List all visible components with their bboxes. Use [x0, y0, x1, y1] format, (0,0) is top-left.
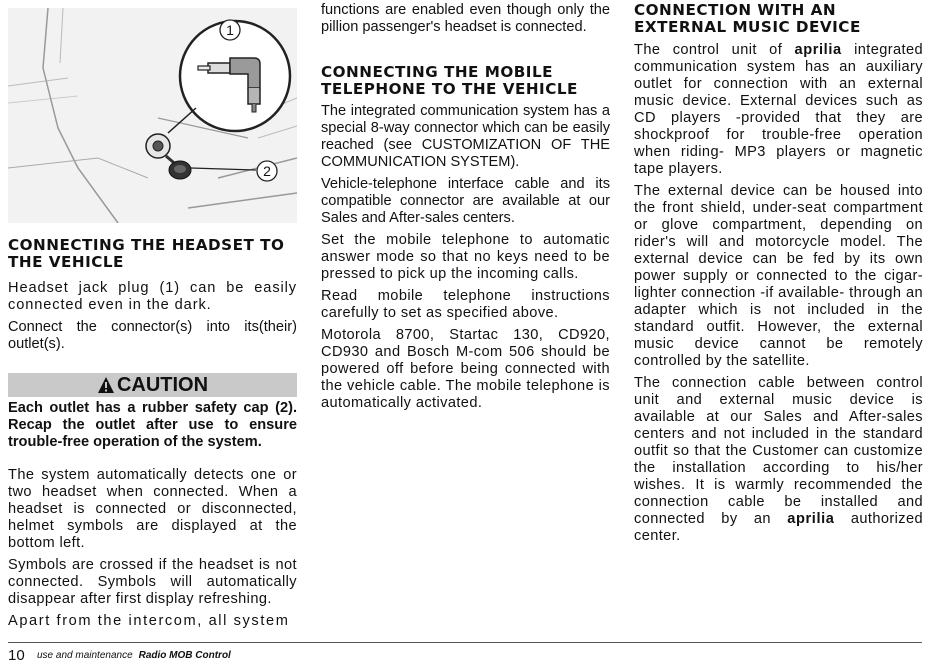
caution-text: Each outlet has a rubber safety cap (2). Recap the outlet after use to ensure trouble-free operation of the system.: [8, 400, 297, 450]
svg-text:1: 1: [226, 22, 234, 38]
music-paragraph-1: The control unit of aprilia integrated communication system has an auxiliary outlet for connection with an external music device. External devices such as CD players -provided that they are shockproof for trouble-free operation when riding- MP3 players or magnetic tape players.: [634, 42, 923, 177]
footer-divider: [8, 642, 922, 643]
mobile-paragraph-3: Set the mobile telephone to automatic answer mode so that no keys need to be pressed to pick up the incoming calls.: [321, 232, 610, 282]
headset-paragraph-1: Headset jack plug (1) can be easily connected even in the dark.: [8, 280, 297, 313]
mobile-paragraph-0: functions are enabled even though only the pillion passenger's headset is connected.: [321, 2, 610, 35]
connector-illustration: [8, 8, 297, 223]
caution-label: CAUTION: [116, 374, 209, 396]
page-number: 10: [8, 647, 25, 664]
brand-name: aprilia: [794, 42, 842, 58]
music-heading: CONNECTION WITH AN EXTERNAL MUSIC DEVICE: [634, 1, 861, 36]
caution-box: [8, 373, 297, 451]
mobile-paragraph-5: Motorola 8700, Startac 130, CD920, CD930 and Bosch M-com 506 should be powered off before being connected with the vehicle cable. The mobile telephone is automatically activated.: [321, 327, 610, 411]
headset-paragraph-5: Apart from the intercom, all system: [8, 613, 290, 629]
middle-column: [321, 2, 610, 417]
headset-paragraph-2: Connect the connector(s) into its(their) outlet(s).: [8, 319, 297, 352]
warning-icon: [97, 376, 115, 394]
caution-header: [8, 373, 297, 397]
mobile-paragraph-1: The integrated communication system has a special 8-way connector which can be easily reached (see CUSTOMIZATION OF THE COMMUNICATION SYSTEM).: [321, 103, 610, 170]
mobile-paragraph-2: Vehicle-telephone interface cable and its compatible connector are available at our Sales and After-sales centers.: [321, 176, 610, 226]
music-paragraph-3: The connection cable between control unit and external music device is available at our Sales and After-sales centers and not included in the standard outfit so that the Customer can customize the installation according to his/her wishes. It is warmly recommended the connection cable be installed and connected by an aprilia authorized center.: [634, 375, 923, 544]
left-column: [8, 237, 297, 635]
footer-label: use and maintenance Radio MOB Control: [37, 650, 231, 661]
headset-paragraph-4: Symbols are crossed if the headset is not connected. Symbols will automatically disappear after first display refreshing.: [8, 557, 297, 607]
mobile-heading: CONNECTING THE MOBILE TELEPHONE TO THE VEHICLE: [321, 63, 578, 98]
music-paragraph-2: The external device can be housed into the front shield, under-seat compartment or glove compartment, depending on rider's will and motorcycle model. The external device can be fed by its own power supply or connected to the cigar-lighter connection -if available- through an adapter which is not included in the standard outfit. However, the external music device cannot be remotely controlled by the satellite.: [634, 183, 923, 369]
brand-name: aprilia: [787, 511, 835, 527]
outlet-cap-icon: [146, 134, 191, 179]
right-column: [634, 2, 923, 550]
footer-title: Radio MOB Control: [138, 650, 231, 661]
mobile-paragraph-4: Read mobile telephone instructions carefully to set as specified above.: [321, 288, 610, 321]
headset-outlet-drawing: [8, 8, 297, 223]
svg-text:2: 2: [263, 163, 271, 179]
headset-paragraph-3: The system automatically detects one or two headset when connected. When a headset is connected or disconnected, helmet symbols are displayed at the bottom left.: [8, 467, 297, 551]
headset-heading: CONNECTING THE HEADSET TO THE VEHICLE: [8, 236, 285, 271]
